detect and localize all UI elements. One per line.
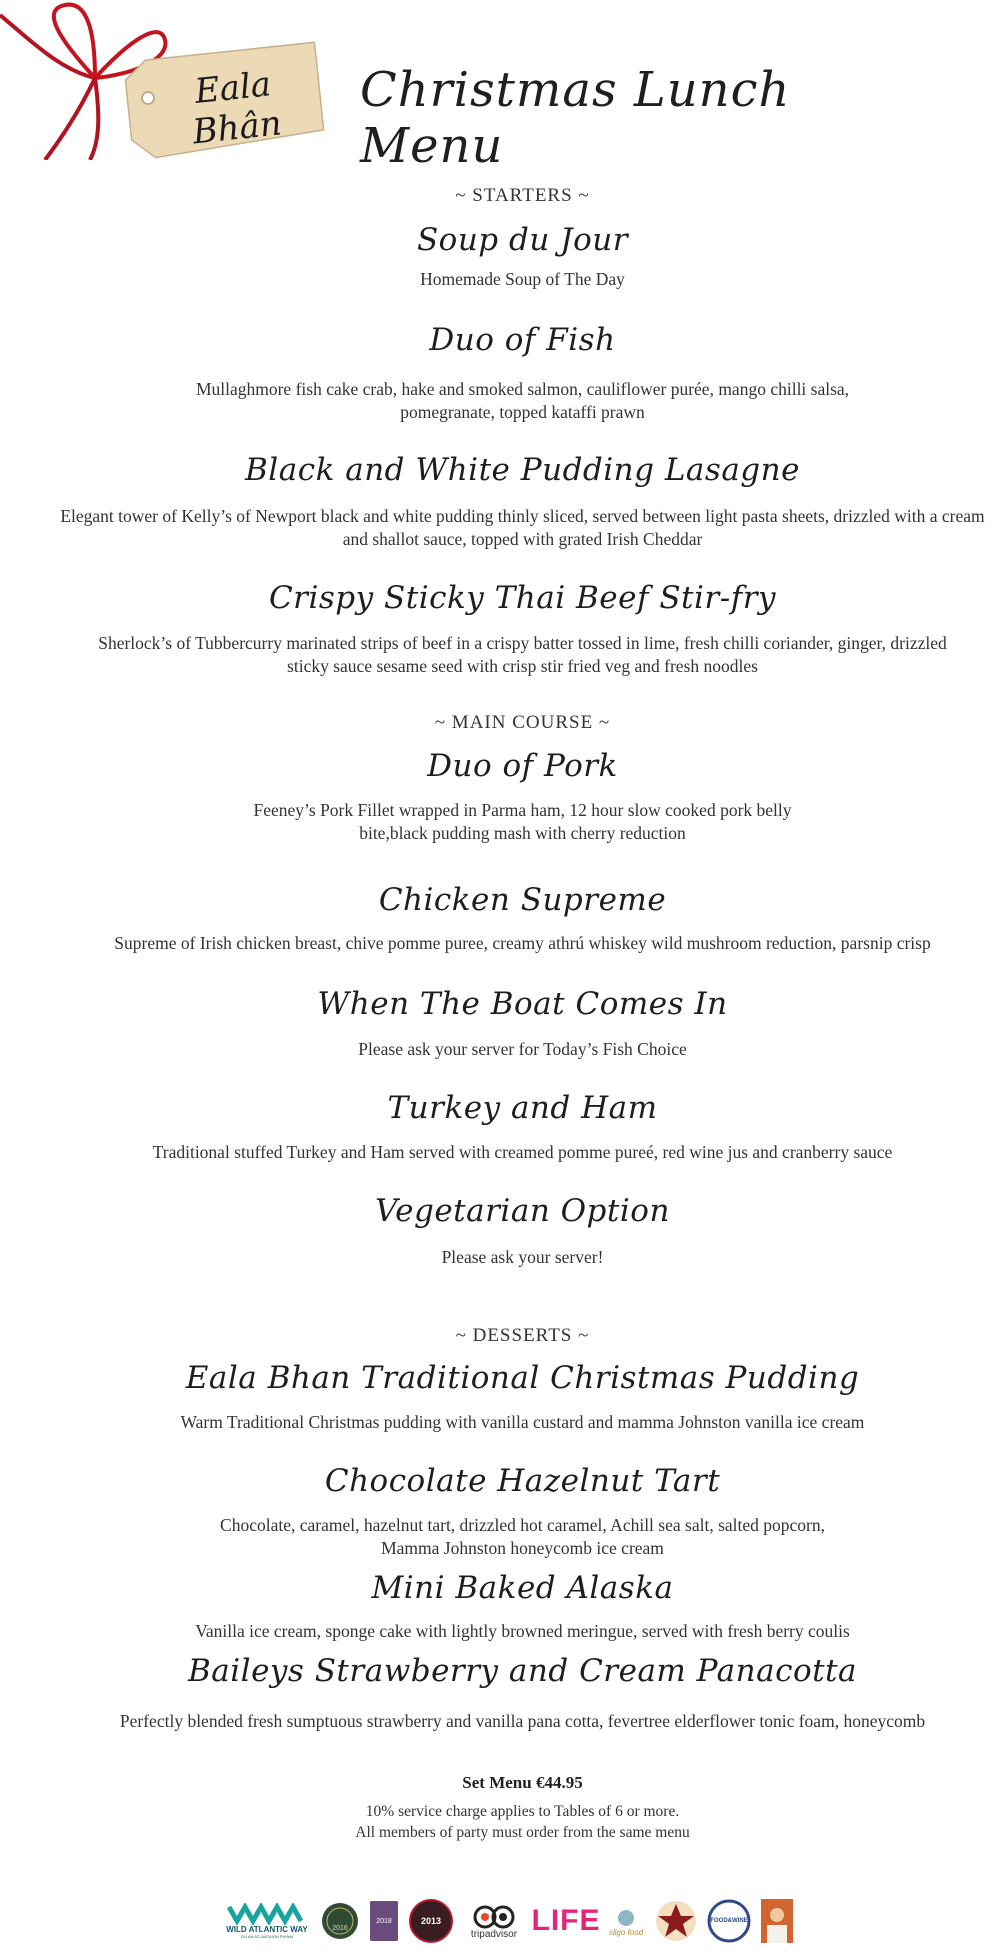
dish-name: Chicken Supreme <box>378 882 667 918</box>
dish-description: Elegant tower of Kelly’s of Newport black and white pudding thinly sliced, served between light pasta sheets, drizzled with a cream and shallot sauce, topped with grated Irish Cheddar <box>60 506 985 549</box>
brand-name: Eala Bhân <box>190 64 284 153</box>
dish-name: Soup du Jour <box>416 222 629 258</box>
dish-description: Please ask your server for Today’s Fish Choice <box>358 1039 687 1059</box>
set-menu-price: Set Menu €44.95 <box>462 1773 583 1792</box>
dish-description: Traditional stuffed Turkey and Ham served with creamed pomme pureé, red wine jus and cranberry sauce <box>152 1142 893 1162</box>
dish-name: Eala Bhan Traditional Christmas Pudding <box>185 1360 860 1396</box>
tripadvisor-logo: tripadvisor <box>462 1898 526 1944</box>
dish-description: Supreme of Irish chicken breast, chive pomme puree, creamy athrú whiskey wild mushroom reduction, parsnip crisp <box>114 933 931 953</box>
wild-atlantic-way-logo: WILD ATLANTIC WAY SLÍ AN ATLANTAIGH FHIÁIN <box>222 1897 312 1945</box>
dish-name: Chocolate Hazelnut Tart <box>324 1463 721 1499</box>
dish-name: Mini Baked Alaska <box>371 1570 674 1606</box>
dish-description: Please ask your server! <box>441 1247 604 1267</box>
desserts-heading: ~ DESSERTS ~ <box>455 1325 590 1346</box>
chef-photo <box>760 1898 794 1944</box>
wave-icon <box>227 1903 307 1925</box>
owl-icon <box>472 1903 516 1929</box>
award-2018-badge: 2018 <box>368 1898 400 1944</box>
dish-name: Crispy Sticky Thai Beef Stir-fry <box>268 580 777 616</box>
dish-name: Turkey and Ham <box>387 1090 658 1126</box>
dish-name: Duo of Fish <box>429 322 616 358</box>
service-charge-note: 10% service charge applies to Tables of 6 or more. <box>365 1803 680 1820</box>
page-title: Christmas Lunch Menu <box>360 62 791 174</box>
star-award-icon <box>654 1898 698 1944</box>
dish-name: Baileys Strawberry and Cream Panacotta <box>187 1653 858 1689</box>
dish-name: Vegetarian Option <box>375 1193 670 1229</box>
sligo-food-logo: sligo food <box>606 1898 646 1944</box>
life-magazine-logo: LIFE <box>531 1904 601 1937</box>
award-badge-icon <box>321 1898 359 1944</box>
starters-heading: ~ STARTERS ~ <box>455 185 590 206</box>
dish-description: Homemade Soup of The Day <box>420 269 625 289</box>
main-course-heading: ~ MAIN COURSE ~ <box>434 712 611 733</box>
food-and-wine-logo: FOOD&WINE <box>706 1898 752 1944</box>
dish-name: When The Boat Comes In <box>317 986 728 1022</box>
award-2013-badge: 2013 <box>408 1898 454 1944</box>
party-order-note: All members of party must order from the same menu <box>355 1824 690 1841</box>
crab-icon <box>614 1906 638 1928</box>
dish-description: Feeney’s Pork Fillet wrapped in Parma ham, 12 hour slow cooked pork belly bite,black pudding mash with cherry reduction <box>253 800 792 843</box>
dish-description: Warm Traditional Christmas pudding with vanilla custard and mamma Johnston vanilla ice cream <box>180 1412 865 1432</box>
dish-description: Mullaghmore fish cake crab, hake and smoked salmon, cauliflower purée, mango chilli salsa, pomegranate, topped kataffi prawn <box>195 379 850 422</box>
dish-description: Chocolate, caramel, hazelnut tart, drizzled hot caramel, Achill sea salt, salted popcorn, Mamma Johnston honeycomb ice cream <box>220 1515 825 1558</box>
dish-name: Duo of Pork <box>427 748 618 784</box>
brand-gift-tag <box>0 0 330 160</box>
star-icon <box>655 1900 697 1942</box>
photo-icon <box>761 1899 793 1943</box>
dish-description: Vanilla ice cream, sponge cake with lightly browned meringue, served with fresh berry coulis <box>195 1621 850 1641</box>
dish-description: Perfectly blended fresh sumptuous strawberry and vanilla pana cotta, fevertree elderflower tonic foam, honeycomb <box>119 1711 926 1731</box>
partner-logos <box>222 1895 832 1947</box>
dish-name: Black and White Pudding Lasagne <box>245 452 800 488</box>
award-2016-badge: 2016 <box>320 1898 360 1944</box>
dish-description: Sherlock’s of Tubbercurry marinated strips of beef in a crispy batter tossed in lime, fresh chilli coriander, ginger, drizzled sticky sauce sesame seed with crisp stir fried veg and fresh noodles <box>98 633 947 676</box>
